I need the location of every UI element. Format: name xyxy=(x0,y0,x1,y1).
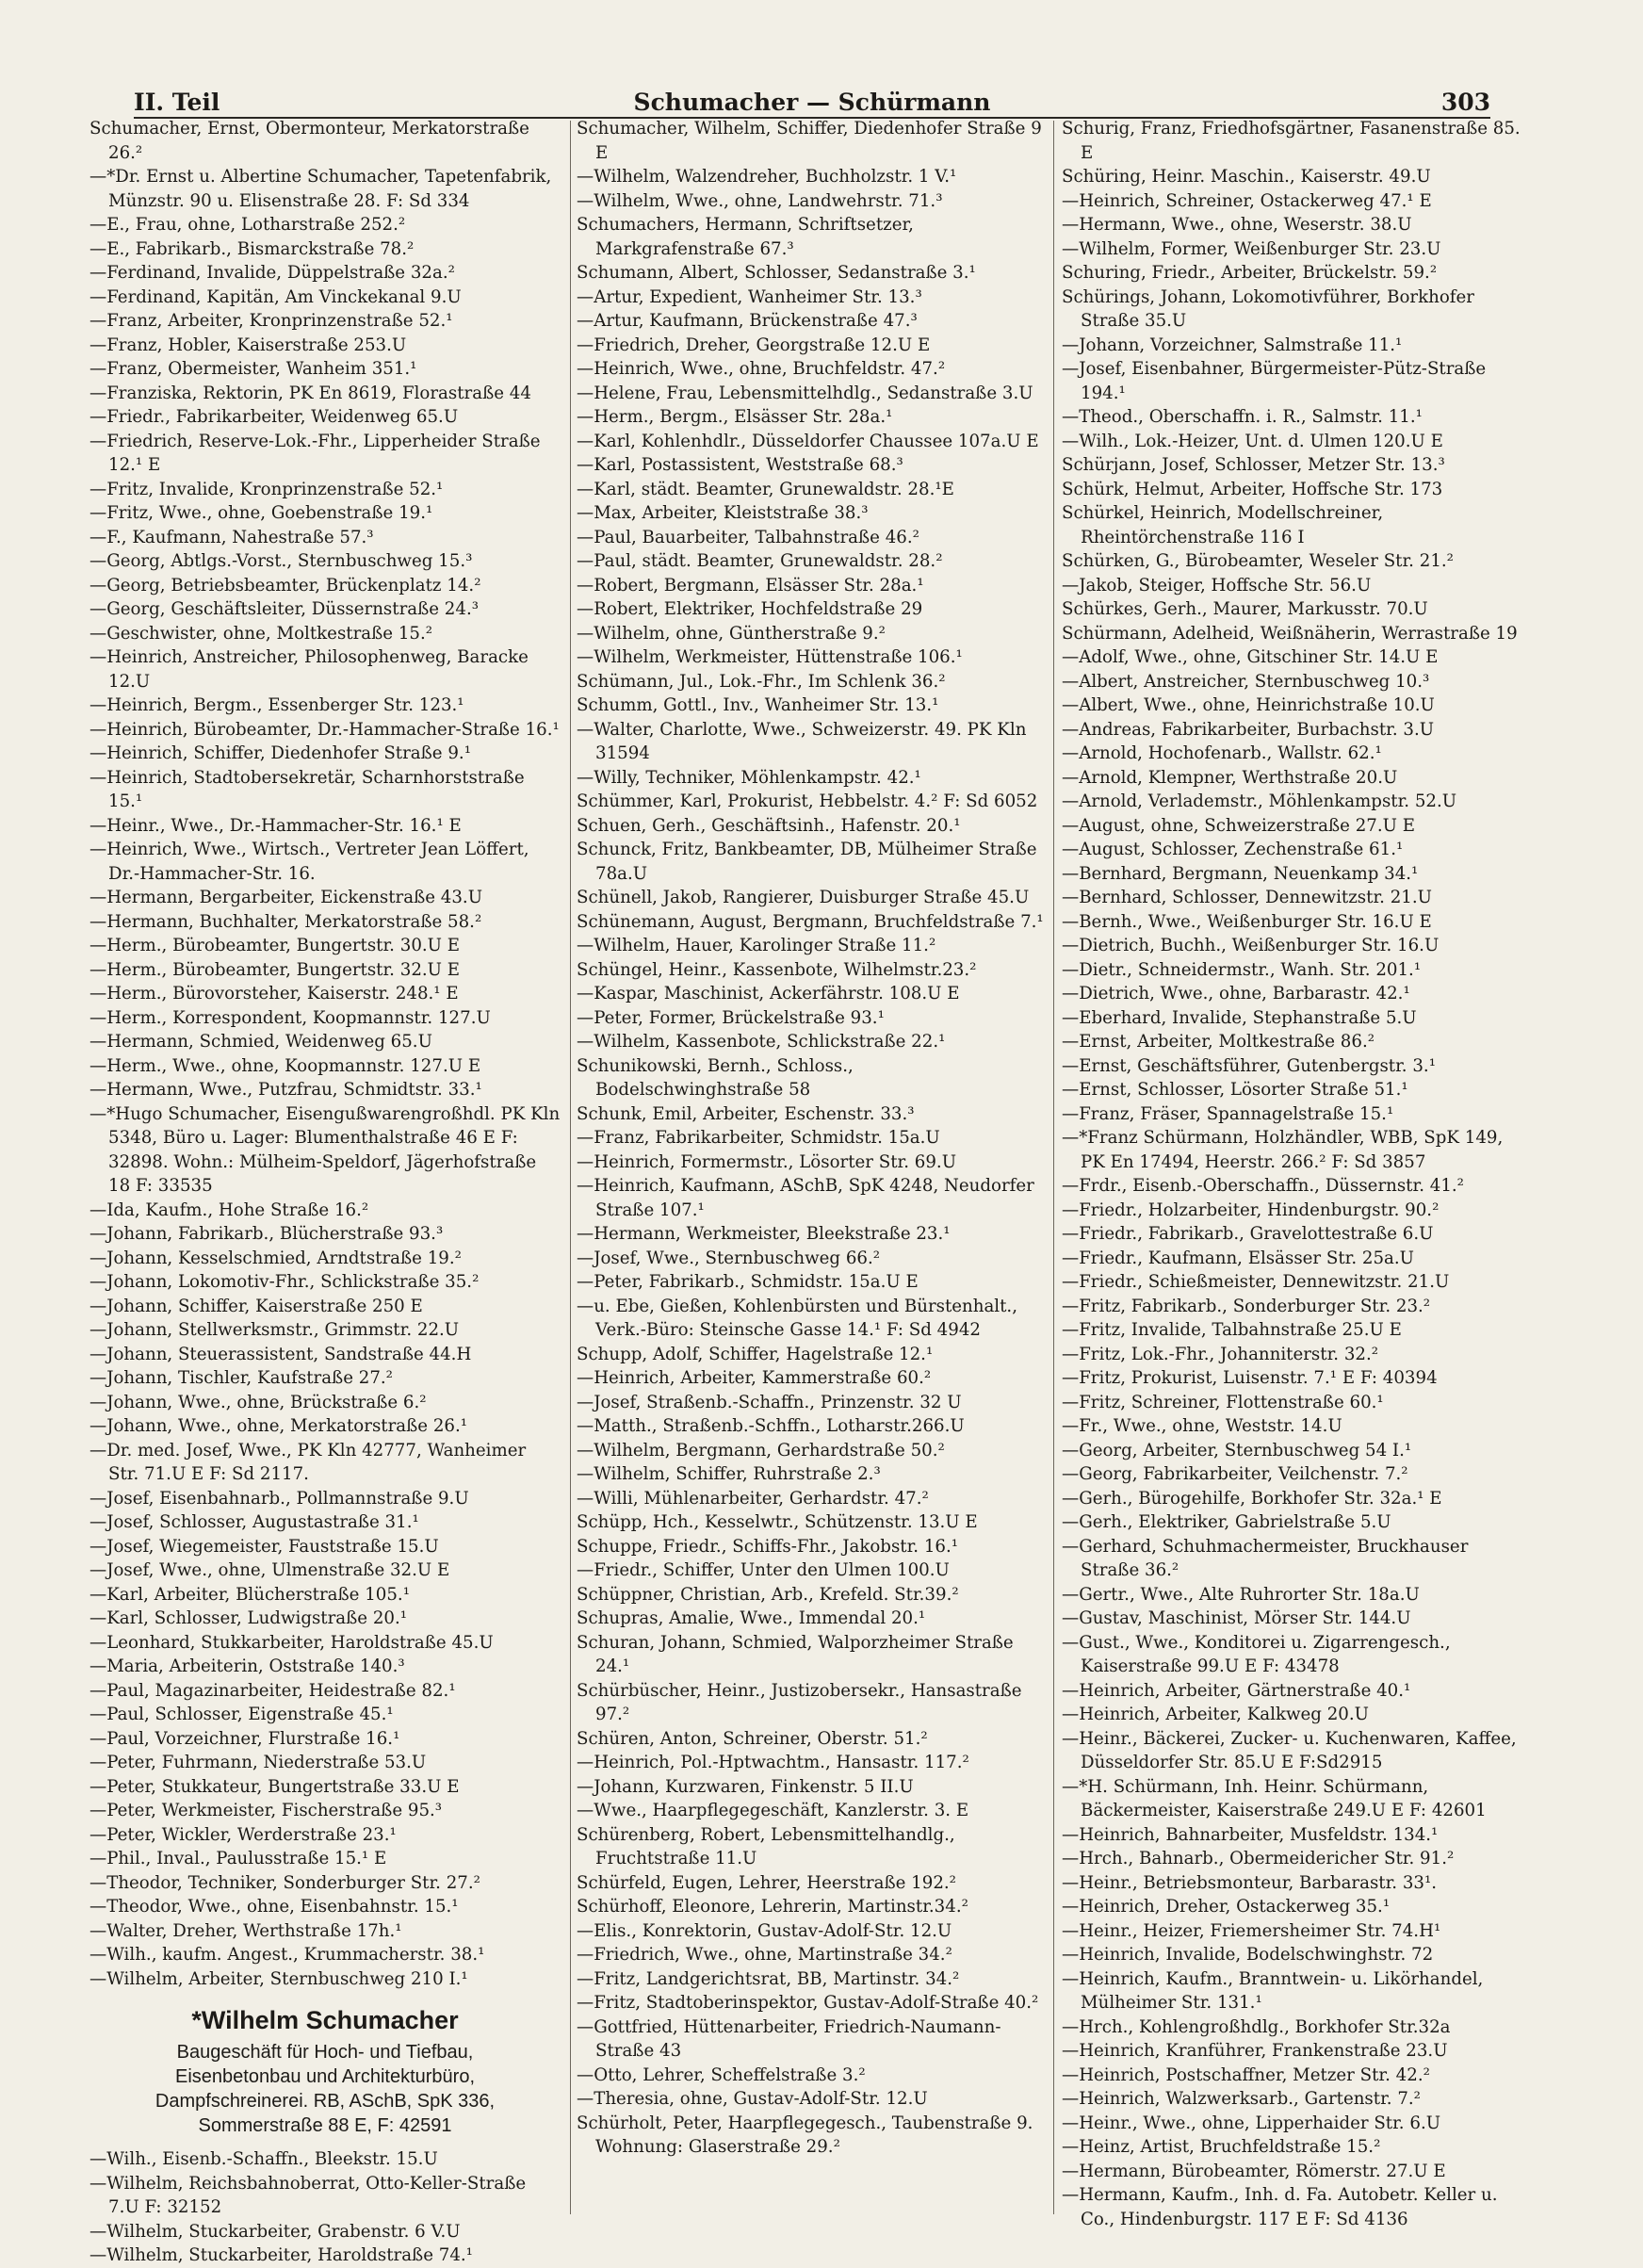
directory-entry: —August, Schlosser, Zechenstraße 61.¹ xyxy=(1062,840,1404,859)
directory-entry: —Arnold, Klempner, Werthstraße 20.U xyxy=(1062,767,1398,788)
directory-entry: —Wilhelm, Arbeiter, Sternbuschweg 210 I.¹ xyxy=(89,1968,468,1989)
directory-entry: —Theodor, Techniker, Sonderburger Str. 27.² xyxy=(89,1872,480,1893)
directory-entry: —E., Frau, ohne, Lotharstraße 252.² xyxy=(89,215,406,235)
directory-entry: —Heinr., Heizer, Friemersheimer Str. 74.H¹ xyxy=(1062,1920,1441,1941)
directory-entry: Schupras, Amalie, Wwe., Immendal 20.¹ xyxy=(577,1608,926,1628)
directory-entry: —Herm., Bürovorsteher, Kaiserstr. 248.¹ E xyxy=(89,984,459,1003)
directory-entry: —Bernhard, Schlosser, Dennewitzstr. 21.U xyxy=(1062,888,1432,907)
directory-entry: —Ernst, Schlosser, Lösorter Straße 51.¹ xyxy=(1062,1080,1408,1100)
directory-entry: —Heinrich, Kaufm., Branntwein- u. Likörhandel, Mülheimer Str. 131.¹ xyxy=(1062,1968,1484,2013)
directory-entry: Schürk, Helmut, Arbeiter, Hoffsche Str. 173 xyxy=(1062,479,1443,499)
directory-entry: —Friedr., Fabrikarbeiter, Weidenweg 65.U xyxy=(89,407,459,427)
directory-entry: Schumm, Gottl., Inv., Wanheimer Str. 13.¹ xyxy=(577,695,939,715)
directory-entry: Schumann, Albert, Schlosser, Sedanstraße 3.¹ xyxy=(577,263,976,283)
directory-entry: —Wilhelm, Schiffer, Ruhrstraße 2.³ xyxy=(577,1464,881,1484)
advertisement-line: Baugeschäft für Hoch- und Tiefbau, xyxy=(176,2042,474,2063)
directory-entry: —Dietrich, Wwe., ohne, Barbarastr. 42.¹ xyxy=(1062,984,1410,1003)
directory-entry: —Friedr., Fabrikarb., Gravelottestraße 6.U xyxy=(1062,1224,1434,1244)
directory-entry: —Friedr., Holzarbeiter, Hindenburgstr. 90.² xyxy=(1062,1199,1440,1220)
directory-entry: —Heinrich, Schiffer, Diedenhofer Straße 9.¹ xyxy=(89,743,471,763)
column-3 xyxy=(1062,117,1529,2229)
directory-entry: —u. Ebe, Gießen, Kohlenbürsten und Bürstenhalt., Verk.-Büro: Steinsche Gasse 14.¹ F: Sd 4942 xyxy=(577,1296,1017,1340)
directory-entry: —Peter, Werkmeister, Fischerstraße 95.³ xyxy=(89,1801,443,1820)
directory-entry: —Franz, Obermeister, Wanheim 351.¹ xyxy=(89,359,417,379)
directory-entry: —Elis., Konrektorin, Gustav-Adolf-Str. 12.U xyxy=(577,1920,952,1941)
directory-entry: —Friedrich, Dreher, Georgstraße 12.U E xyxy=(577,334,931,355)
directory-entry: —Heinz, Artist, Bruchfeldstraße 15.² xyxy=(1062,2137,1381,2157)
directory-entry: —Robert, Elektriker, Hochfeldstraße 29 xyxy=(577,599,923,619)
directory-entry: —Heinrich, Stadtobersekretär, Scharnhorststraße 15.¹ xyxy=(89,767,525,811)
directory-entry: Schümann, Jul., Lok.-Fhr., Im Schlenk 36.² xyxy=(577,671,946,692)
directory-entry: —Franz, Arbeiter, Kronprinzenstraße 52.¹ xyxy=(89,311,453,331)
directory-entry: —Wilhelm, Bergmann, Gerhardstraße 50.² xyxy=(577,1440,945,1460)
directory-entry: —Gertr., Wwe., Alte Ruhrorter Str. 18a.U xyxy=(1062,1584,1420,1605)
column-2 xyxy=(577,117,1044,2218)
directory-entry: —Karl, Arbeiter, Blücherstraße 105.¹ xyxy=(89,1584,410,1605)
directory-entry: —Gerhard, Schuhmachermeister, Bruckhauser Straße 36.² xyxy=(1062,1536,1469,1580)
directory-entry: —Willi, Mühlenarbeiter, Gerhardstr. 47.² xyxy=(577,1488,929,1509)
directory-entry: —Gustav, Maschinist, Mörser Str. 144.U xyxy=(1062,1608,1411,1628)
directory-entry: —Andreas, Fabrikarbeiter, Burbachstr. 3.U xyxy=(1062,719,1435,740)
section-label: II. Teil xyxy=(134,89,220,116)
directory-entry: Schünell, Jakob, Rangierer, Duisburger Straße 45.U xyxy=(577,888,1030,907)
directory-entry: —Hermann, Bürobeamter, Römerstr. 27.U E xyxy=(1062,2161,1446,2181)
directory-entry: —Josef, Straßenb.-Schaffn., Prinzenstr. 32 U xyxy=(577,1392,962,1412)
directory-entry: —Theodor, Wwe., ohne, Eisenbahnstr. 15.¹ xyxy=(89,1897,459,1917)
directory-entry: —Gottfried, Hüttenarbeiter, Friedrich-Naumann-Straße 43 xyxy=(577,2016,1001,2061)
directory-entry: —Hermann, Wwe., Putzfrau, Schmidtstr. 33.¹ xyxy=(89,1080,482,1100)
directory-entry: —Franz, Hobler, Kaiserstraße 253.U xyxy=(89,334,407,355)
directory-entry: —Johann, Steuerassistent, Sandstraße 44.H xyxy=(89,1344,472,1364)
directory-entry: —Albert, Wwe., ohne, Heinrichstraße 10.U xyxy=(1062,695,1435,715)
directory-entry: —*Dr. Ernst u. Albertine Schumacher, Tapetenfabrik, Münzstr. 90 u. Elisenstraße 28. F: Sd 334 xyxy=(89,167,552,211)
directory-entry: —Josef, Eisenbahner, Bürgermeister-Pütz-Straße 194.¹ xyxy=(1062,359,1487,403)
directory-entry: —Hermann, Kaufm., Inh. d. Fa. Autobetr. Keller u. Co., Hindenburgstr. 117 E F: Sd 4136 xyxy=(1062,2185,1498,2229)
directory-entry: —Ernst, Arbeiter, Moltkestraße 86.² xyxy=(1062,1032,1375,1052)
directory-entry: —Peter, Wickler, Werderstraße 23.¹ xyxy=(89,1824,397,1845)
directory-entry: —Wilhelm, Hauer, Karolinger Straße 11.² xyxy=(577,936,936,955)
column-divider xyxy=(1053,121,1054,2214)
directory-entry: —Georg, Arbeiter, Sternbuschweg 54 I.¹ xyxy=(1062,1440,1412,1460)
running-head: Schumacher — Schürmann xyxy=(633,89,991,116)
directory-entry: —Dr. med. Josef, Wwe., PK Kln 42777, Wanheimer Str. 71.U E F: Sd 2117. xyxy=(89,1440,527,1484)
directory-entry: —*Hugo Schumacher, Eisengußwarengroßhdl. PK Kln 5348, Büro u. Lager: Blumenthalstraße 46 E F: 32898. Wohn.: Mülheim-Speldorf, Jägerhofstraße 18 F: 33535 xyxy=(89,1103,561,1196)
directory-entry: —Friedrich, Wwe., ohne, Martinstraße 34.² xyxy=(577,1945,952,1965)
directory-entry: —Fritz, Landgerichtsrat, BB, Martinstr. 34.² xyxy=(577,1968,960,1989)
directory-entry: —Heinr., Wwe., ohne, Lipperhaider Str. 6.U xyxy=(1062,2113,1441,2133)
directory-entry: Schurig, Franz, Friedhofsgärtner, Fasanenstraße 85. E xyxy=(1062,119,1521,163)
directory-entry: —Gerh., Bürogehilfe, Borkhofer Str. 32a.¹ E xyxy=(1062,1488,1442,1509)
directory-entry: —Jakob, Steiger, Hoffsche Str. 56.U xyxy=(1062,575,1372,596)
directory-entry: —Artur, Expedient, Wanheimer Str. 13.³ xyxy=(577,286,922,307)
directory-entry: —Bernhard, Bergmann, Neuenkamp 34.¹ xyxy=(1062,863,1419,884)
directory-entry: —Paul, städt. Beamter, Grunewaldstr. 28.² xyxy=(577,551,943,571)
directory-entry: Schümmer, Karl, Prokurist, Hebbelstr. 4.² F: Sd 6052 xyxy=(577,791,1038,811)
directory-entry: —Eberhard, Invalide, Stephanstraße 5.U xyxy=(1062,1007,1417,1028)
page-number: 303 xyxy=(1440,89,1490,116)
directory-entry: —Kaspar, Maschinist, Ackerfährstr. 108.U E xyxy=(577,984,960,1003)
directory-entry: —Heinrich, Walzwerksarb., Gartenstr. 7.² xyxy=(1062,2089,1421,2109)
directory-entry: —Bernh., Wwe., Weißenburger Str. 16.U E xyxy=(1062,911,1432,932)
directory-entry: —Paul, Magazinarbeiter, Heidestraße 82.¹ xyxy=(89,1680,456,1701)
directory-entry: —Peter, Stukkateur, Bungertstraße 33.U E xyxy=(89,1776,460,1797)
directory-entry: —Herm., Korrespondent, Koopmannstr. 127.U xyxy=(89,1007,491,1028)
directory-entry: —Walter, Dreher, Werthstraße 17h.¹ xyxy=(89,1920,402,1941)
directory-entry: —Walter, Charlotte, Wwe., Schweizerstr. 49. PK Kln 31594 xyxy=(577,719,1027,763)
directory-entry: —Heinrich, Bergm., Essenberger Str. 123.¹ xyxy=(89,695,464,715)
directory-entry: —Karl, Schlosser, Ludwigstraße 20.¹ xyxy=(89,1608,408,1628)
directory-entry: —Wwe., Haarpflegegeschäft, Kanzlerstr. 3. E xyxy=(577,1801,969,1820)
directory-entry: —*Franz Schürmann, Holzhändler, WBB, SpK 149, PK En 17494, Heerstr. 266.² F: Sd 3857 xyxy=(1062,1128,1504,1172)
directory-entry: —Dietrich, Buchh., Weißenburger Str. 16.U xyxy=(1062,936,1440,955)
directory-entry: Schüring, Heinr. Maschin., Kaiserstr. 49.U xyxy=(1062,167,1431,187)
directory-entry: —Johann, Wwe., ohne, Brückstraße 6.² xyxy=(89,1392,427,1412)
directory-entry: —Heinrich, Kaufmann, ASchB, SpK 4248, Neudorfer Straße 107.¹ xyxy=(577,1176,1034,1220)
directory-entry: —Georg, Betriebsbeamter, Brückenplatz 14.² xyxy=(89,575,481,596)
directory-entry: —Maria, Arbeiterin, Oststraße 140.³ xyxy=(89,1656,405,1676)
directory-entry: —Johann, Kurzwaren, Finkenstr. 5 II.U xyxy=(577,1776,914,1797)
directory-entry: —Heinrich, Postschaffner, Metzer Str. 42.² xyxy=(1062,2064,1430,2085)
directory-entry: —Josef, Schlosser, Augustastraße 31.¹ xyxy=(89,1512,419,1532)
directory-entry: Schürmann, Adelheid, Weißnäherin, Werrastraße 19 xyxy=(1062,623,1518,644)
advertisement-line: Eisenbetonbau und Architekturbüro, xyxy=(175,2066,475,2087)
directory-entry: —Heinrich, Schreiner, Ostackerweg 47.¹ E xyxy=(1062,190,1432,211)
directory-entry: —Heinrich, Arbeiter, Gärtnerstraße 40.¹ xyxy=(1062,1680,1411,1701)
directory-entry: —Heinr., Wwe., Dr.-Hammacher-Str. 16.¹ E xyxy=(89,815,462,836)
directory-entry: —Arnold, Verlademstr., Möhlenkampstr. 52.U xyxy=(1062,791,1457,811)
directory-entry: —Heinrich, Kranführer, Frankenstraße 23.U xyxy=(1062,2041,1448,2061)
directory-entry: —Georg, Geschäftsleiter, Düssernstraße 24.³ xyxy=(89,599,480,619)
directory-entry: —Theresia, ohne, Gustav-Adolf-Str. 12.U xyxy=(577,2089,928,2109)
directory-entry: —Willy, Techniker, Möhlenkampstr. 42.¹ xyxy=(577,767,921,788)
directory-entry: —Johann, Wwe., ohne, Merkatorstraße 26.¹ xyxy=(89,1416,468,1436)
directory-entry: —Heinrich, Wwe., Wirtsch., Vertreter Jean Löffert, Dr.-Hammacher-Str. 16. xyxy=(89,840,529,884)
directory-entry: —Adolf, Wwe., ohne, Gitschiner Str. 14.U E xyxy=(1062,647,1439,667)
directory-entry: Schunk, Emil, Arbeiter, Eschenstr. 33.³ xyxy=(577,1103,915,1124)
directory-entry: —Geschwister, ohne, Moltkestraße 15.² xyxy=(89,623,433,644)
directory-entry: —Georg, Fabrikarbeiter, Veilchenstr. 7.² xyxy=(1062,1464,1408,1484)
directory-entry: Schuran, Johann, Schmied, Walporzheimer Straße 24.¹ xyxy=(577,1632,1014,1676)
directory-entry: —Friedrich, Reserve-Lok.-Fhr., Lipperheider Straße 12.¹ E xyxy=(89,431,541,475)
directory-entry: —Heinr., Bäckerei, Zucker- u. Kuchenwaren, Kaffee, Düsseldorfer Str. 85.U E F:Sd2915 xyxy=(1062,1728,1517,1772)
directory-entry: —Herm., Bürobeamter, Bungertstr. 32.U E xyxy=(89,959,461,980)
directory-entry: —Friedr., Schießmeister, Dennewitzstr. 21.U xyxy=(1062,1272,1450,1292)
directory-entry: Schunck, Fritz, Bankbeamter, DB, Mülheimer Straße 78a.U xyxy=(577,840,1037,884)
directory-entry: —Wilhelm, Walzendreher, Buchholzstr. 1 V.¹ xyxy=(577,167,957,187)
directory-entry: —Heinrich, Wwe., ohne, Bruchfeldstr. 47.² xyxy=(577,359,946,379)
directory-entry: —Arnold, Hochofenarb., Wallstr. 62.¹ xyxy=(1062,743,1382,763)
directory-entry: —Wilhelm, Wwe., ohne, Landwehrstr. 71.³ xyxy=(577,190,943,211)
directory-entry: —E., Fabrikarb., Bismarckstraße 78.² xyxy=(89,238,415,259)
directory-entry: —August, ohne, Schweizerstraße 27.U E xyxy=(1062,815,1416,836)
directory-entry: —Frdr., Eisenb.-Oberschaffn., Düssernstr. 41.² xyxy=(1062,1176,1464,1196)
directory-entry: —Josef, Wwe., ohne, Ulmenstraße 32.U E xyxy=(89,1560,450,1580)
directory-entry: Schürfeld, Eugen, Lehrer, Heerstraße 192.² xyxy=(577,1872,956,1893)
directory-entry: —Fritz, Fabrikarb., Sonderburger Str. 23.² xyxy=(1062,1296,1431,1316)
directory-entry: —Wilhelm, Stuckarbeiter, Haroldstraße 74.¹ xyxy=(89,2245,473,2265)
directory-entry: —Georg, Abtlgs.-Vorst., Sternbuschweg 15.³ xyxy=(89,551,473,571)
directory-entry: —Ferdinand, Invalide, Düppelstraße 32a.² xyxy=(89,263,455,283)
directory-entry: —Heinrich, Formermstr., Lösorter Str. 69.U xyxy=(577,1151,957,1172)
directory-entry: —Ferdinand, Kapitän, Am Vinckekanal 9.U xyxy=(89,286,462,307)
directory-entry: —Peter, Former, Brückelstraße 93.¹ xyxy=(577,1007,885,1028)
business-advertisement xyxy=(89,2004,561,2138)
directory-entry: Schürholt, Peter, Haarpflegegesch., Taubenstraße 9. Wohnung: Glaserstraße 29.² xyxy=(577,2113,1033,2157)
directory-entry: —Matth., Straßenb.-Schffn., Lotharstr.266.U xyxy=(577,1416,965,1436)
advertisement-title: *Wilhelm Schumacher xyxy=(191,2006,459,2034)
directory-entry: —Karl, städt. Beamter, Grunewaldstr. 28.¹E xyxy=(577,479,954,499)
page-header xyxy=(134,89,1490,115)
directory-entry: —Fritz, Invalide, Kronprinzenstraße 52.¹ xyxy=(89,479,444,499)
directory-entry: —Wilhelm, Stuckarbeiter, Grabenstr. 6 V.U xyxy=(89,2221,461,2242)
directory-entry: Schupp, Adolf, Schiffer, Hagelstraße 12.¹ xyxy=(577,1344,934,1364)
column-divider xyxy=(570,121,571,2214)
directory-entry: —Fritz, Wwe., ohne, Goebenstraße 19.¹ xyxy=(89,503,433,523)
directory-entry: —Phil., Inval., Paulusstraße 15.¹ E xyxy=(89,1849,387,1868)
directory-entry: —Herm., Bergm., Elsässer Str. 28a.¹ xyxy=(577,407,893,427)
directory-entry: —Heinrich, Dreher, Ostackerweg 35.¹ xyxy=(1062,1897,1391,1917)
directory-entry: Schürkes, Gerh., Maurer, Markusstr. 70.U xyxy=(1062,599,1428,619)
directory-entry: Schüren, Anton, Schreiner, Oberstr. 51.² xyxy=(577,1728,928,1749)
directory-entry: —Hermann, Schmied, Weidenweg 65.U xyxy=(89,1032,432,1052)
directory-entry: —Johann, Vorzeichner, Salmstraße 11.¹ xyxy=(1062,334,1403,355)
directory-entry: —Helene, Frau, Lebensmittelhdlg., Sedanstraße 3.U xyxy=(577,383,1033,403)
directory-entry: —Artur, Kaufmann, Brückenstraße 47.³ xyxy=(577,311,918,331)
directory-entry: —Theod., Oberschaffn. i. R., Salmstr. 11.¹ xyxy=(1062,407,1423,427)
directory-entry: —*H. Schürmann, Inh. Heinr. Schürmann, Bäckermeister, Kaiserstraße 249.U E F: 42601 xyxy=(1062,1776,1487,1820)
directory-entry: —Heinrich, Bürobeamter, Dr.-Hammacher-Straße 16.¹ xyxy=(89,719,560,740)
directory-entry: —Johann, Stellwerksmstr., Grimmstr. 22.U xyxy=(89,1320,460,1340)
directory-entry: —Hermann, Werkmeister, Bleekstraße 23.¹ xyxy=(577,1224,951,1244)
directory-entry: Schumacher, Ernst, Obermonteur, Merkatorstraße 26.² xyxy=(89,119,529,163)
directory-entry: —Wilh., kaufm. Angest., Krummacherstr. 38.¹ xyxy=(89,1945,485,1965)
directory-entry: —Gust., Wwe., Konditorei u. Zigarrengesch., Kaiserstraße 99.U E F: 43478 xyxy=(1062,1632,1451,1676)
directory-entry: —Josef, Wiegemeister, Fauststraße 15.U xyxy=(89,1536,439,1557)
directory-entry: Schürings, Johann, Lokomotivführer, Borkhofer Straße 35.U xyxy=(1062,286,1474,331)
directory-entry: —Franz, Fräser, Spannagelstraße 15.¹ xyxy=(1062,1103,1394,1124)
directory-entry: —Hrch., Kohlengroßhdlg., Borkhofer Str.32a xyxy=(1062,2016,1451,2037)
directory-entry: —Hermann, Wwe., ohne, Weserstr. 38.U xyxy=(1062,215,1412,235)
directory-entry: —Ida, Kaufm., Hohe Straße 16.² xyxy=(89,1199,369,1220)
directory-entry: —Wilhelm, Werkmeister, Hüttenstraße 106.¹ xyxy=(577,647,963,667)
directory-entry: —Peter, Fabrikarb., Schmidstr. 15a.U E xyxy=(577,1272,919,1292)
directory-entry: —Fritz, Lok.-Fhr., Johanniterstr. 32.² xyxy=(1062,1344,1379,1364)
directory-entry: —Gerh., Elektriker, Gabrielstraße 5.U xyxy=(1062,1512,1391,1532)
directory-entry: —Heinrich, Invalide, Bodelschwinghstr. 72 xyxy=(1062,1945,1434,1965)
directory-entry: Schünemann, August, Bergmann, Bruchfeldstraße 7.¹ xyxy=(577,911,1044,932)
directory-entry: Schuring, Friedr., Arbeiter, Brückelstr. 59.² xyxy=(1062,263,1438,283)
advertisement-line: Sommerstraße 88 E, F: 42591 xyxy=(198,2115,452,2136)
directory-entry: —Fritz, Schreiner, Flottenstraße 60.¹ xyxy=(1062,1392,1384,1412)
directory-entry: —Johann, Schiffer, Kaiserstraße 250 E xyxy=(89,1296,423,1316)
directory-entry: —Leonhard, Stukkarbeiter, Haroldstraße 45.U xyxy=(89,1632,494,1653)
directory-entry: Schumachers, Hermann, Schriftsetzer, Markgrafenstraße 67.³ xyxy=(577,215,914,259)
directory-entry: —Heinrich, Arbeiter, Kammerstraße 60.² xyxy=(577,1368,932,1388)
directory-entry: Schürjann, Josef, Schlosser, Metzer Str. 13.³ xyxy=(1062,455,1445,475)
directory-entry: —Wilhelm, Former, Weißenburger Str. 23.U xyxy=(1062,238,1441,259)
directory-entry: —Herm., Bürobeamter, Bungertstr. 30.U E xyxy=(89,936,461,955)
directory-entry: —Heinrich, Pol.-Hptwachtm., Hansastr. 117.² xyxy=(577,1753,969,1772)
directory-entry: —Ernst, Geschäftsführer, Gutenbergstr. 3.¹ xyxy=(1062,1055,1437,1076)
directory-entry: —Hrch., Bahnarb., Obermeidericher Str. 91.² xyxy=(1062,1849,1455,1868)
directory-entry: —Max, Arbeiter, Kleiststraße 38.³ xyxy=(577,503,869,523)
advertisement-line: Dampfschreinerei. RB, ASchB, SpK 336, xyxy=(155,2091,496,2112)
directory-entry: —Heinrich, Bahnarbeiter, Musfeldstr. 134.¹ xyxy=(1062,1824,1439,1845)
directory-entry: Schürken, G., Bürobeamter, Weseler Str. 21.² xyxy=(1062,551,1454,571)
directory-entry: —Johann, Lokomotiv-Fhr., Schlickstraße 35.² xyxy=(89,1272,480,1292)
directory-entry: —Josef, Eisenbahnarb., Pollmannstraße 9.U xyxy=(89,1488,469,1509)
directory-entry: —Heinrich, Anstreicher, Philosophenweg, Baracke 12.U xyxy=(89,647,529,692)
column-1 xyxy=(89,117,561,2265)
directory-entry: —F., Kaufmann, Nahestraße 57.³ xyxy=(89,527,374,547)
directory-entry: —Dietr., Schneidermstr., Wanh. Str. 201.¹ xyxy=(1062,959,1422,980)
directory-entry: Schumacher, Wilhelm, Schiffer, Diedenhofer Straße 9 E xyxy=(577,119,1042,163)
directory-entry: —Friedr., Schiffer, Unter den Ulmen 100.U xyxy=(577,1560,950,1580)
directory-entry: Schürenberg, Robert, Lebensmittelhandlg., Fruchtstraße 11.U xyxy=(577,1824,955,1868)
directory-entry: Schuen, Gerh., Geschäftsinh., Hafenstr. 20.¹ xyxy=(577,815,961,836)
directory-entry: —Friedr., Kaufmann, Elsässer Str. 25a.U xyxy=(1062,1248,1415,1268)
directory-entry: —Wilh., Lok.-Heizer, Unt. d. Ulmen 120.U E xyxy=(1062,431,1443,451)
directory-entry: —Herm., Wwe., ohne, Koopmannstr. 127.U E xyxy=(89,1055,481,1076)
directory-entry: —Paul, Bauarbeiter, Talbahnstraße 46.² xyxy=(577,527,919,547)
directory-entry: —Karl, Postassistent, Weststraße 68.³ xyxy=(577,455,903,475)
directory-entry: —Wilhelm, ohne, Güntherstraße 9.² xyxy=(577,623,886,644)
directory-entry: —Franziska, Rektorin, PK En 8619, Florastraße 44 xyxy=(89,383,531,403)
directory-entry: —Fritz, Invalide, Talbahnstraße 25.U E xyxy=(1062,1320,1402,1340)
directory-entry: —Josef, Wwe., Sternbuschweg 66.² xyxy=(577,1248,881,1268)
directory-entry: —Franz, Fabrikarbeiter, Schmidstr. 15a.U xyxy=(577,1128,940,1148)
directory-entry: Schüngel, Heinr., Kassenbote, Wilhelmstr.23.² xyxy=(577,959,977,980)
directory-entry: —Fr., Wwe., ohne, Weststr. 14.U xyxy=(1062,1416,1342,1436)
directory-entry: —Karl, Kohlenhdlr., Düsseldorfer Chaussee 107a.U E xyxy=(577,431,1039,451)
directory-entry: —Heinr., Betriebsmonteur, Barbarastr. 33¹. xyxy=(1062,1872,1438,1893)
directory-entry: —Paul, Vorzeichner, Flurstraße 16.¹ xyxy=(89,1728,400,1749)
directory-entry: —Fritz, Prokurist, Luisenstr. 7.¹ E F: 40394 xyxy=(1062,1368,1438,1388)
directory-entry: —Peter, Fuhrmann, Niederstraße 53.U xyxy=(89,1753,427,1772)
directory-entry: —Wilhelm, Kassenbote, Schlickstraße 22.¹ xyxy=(577,1032,946,1052)
directory-entry: —Otto, Lehrer, Scheffelstraße 3.² xyxy=(577,2064,866,2085)
directory-entry: —Johann, Kesselschmied, Arndtstraße 19.² xyxy=(89,1248,462,1268)
directory-entry: —Hermann, Bergarbeiter, Eickenstraße 43.U xyxy=(89,888,483,907)
directory-entry: —Wilh., Eisenb.-Schaffn., Bleekstr. 15.U xyxy=(89,2149,438,2169)
directory-entry: Schürhoff, Eleonore, Lehrerin, Martinstr.34.² xyxy=(577,1897,968,1917)
directory-entry: —Johann, Tischler, Kaufstraße 27.² xyxy=(89,1368,393,1388)
directory-entry: —Johann, Fabrikarb., Blücherstraße 93.³ xyxy=(89,1224,444,1244)
directory-entry: —Hermann, Buchhalter, Merkatorstraße 58.² xyxy=(89,911,482,932)
directory-entry: —Fritz, Stadtoberinspektor, Gustav-Adolf-Straße 40.² xyxy=(577,1993,1039,2013)
directory-entry: —Heinrich, Arbeiter, Kalkweg 20.U xyxy=(1062,1705,1369,1724)
directory-entry: —Robert, Bergmann, Elsässer Str. 28a.¹ xyxy=(577,575,924,596)
directory-entry: —Albert, Anstreicher, Sternbuschweg 10.³ xyxy=(1062,671,1430,692)
directory-entry: Schürbüscher, Heinr., Justizobersekr., Hansastraße 97.² xyxy=(577,1680,1022,1724)
directory-entry: Schuppe, Friedr., Schiffs-Fhr., Jakobstr. 16.¹ xyxy=(577,1536,959,1557)
directory-entry: Schürkel, Heinrich, Modellschreiner, Rheintörchenstraße 116 I xyxy=(1062,503,1384,547)
directory-entry: —Paul, Schlosser, Eigenstraße 45.¹ xyxy=(89,1705,394,1724)
directory-entry: Schüppner, Christian, Arb., Krefeld. Str.39.² xyxy=(577,1584,959,1605)
directory-entry: —Wilhelm, Reichsbahnoberrat, Otto-Keller-Straße 7.U F: 32152 xyxy=(89,2173,527,2217)
directory-entry: Schüpp, Hch., Kesselwtr., Schützenstr. 13.U E xyxy=(577,1512,978,1532)
directory-entry: Schunikowski, Bernh., Schloss., Bodelschwinghstraße 58 xyxy=(577,1055,854,1100)
